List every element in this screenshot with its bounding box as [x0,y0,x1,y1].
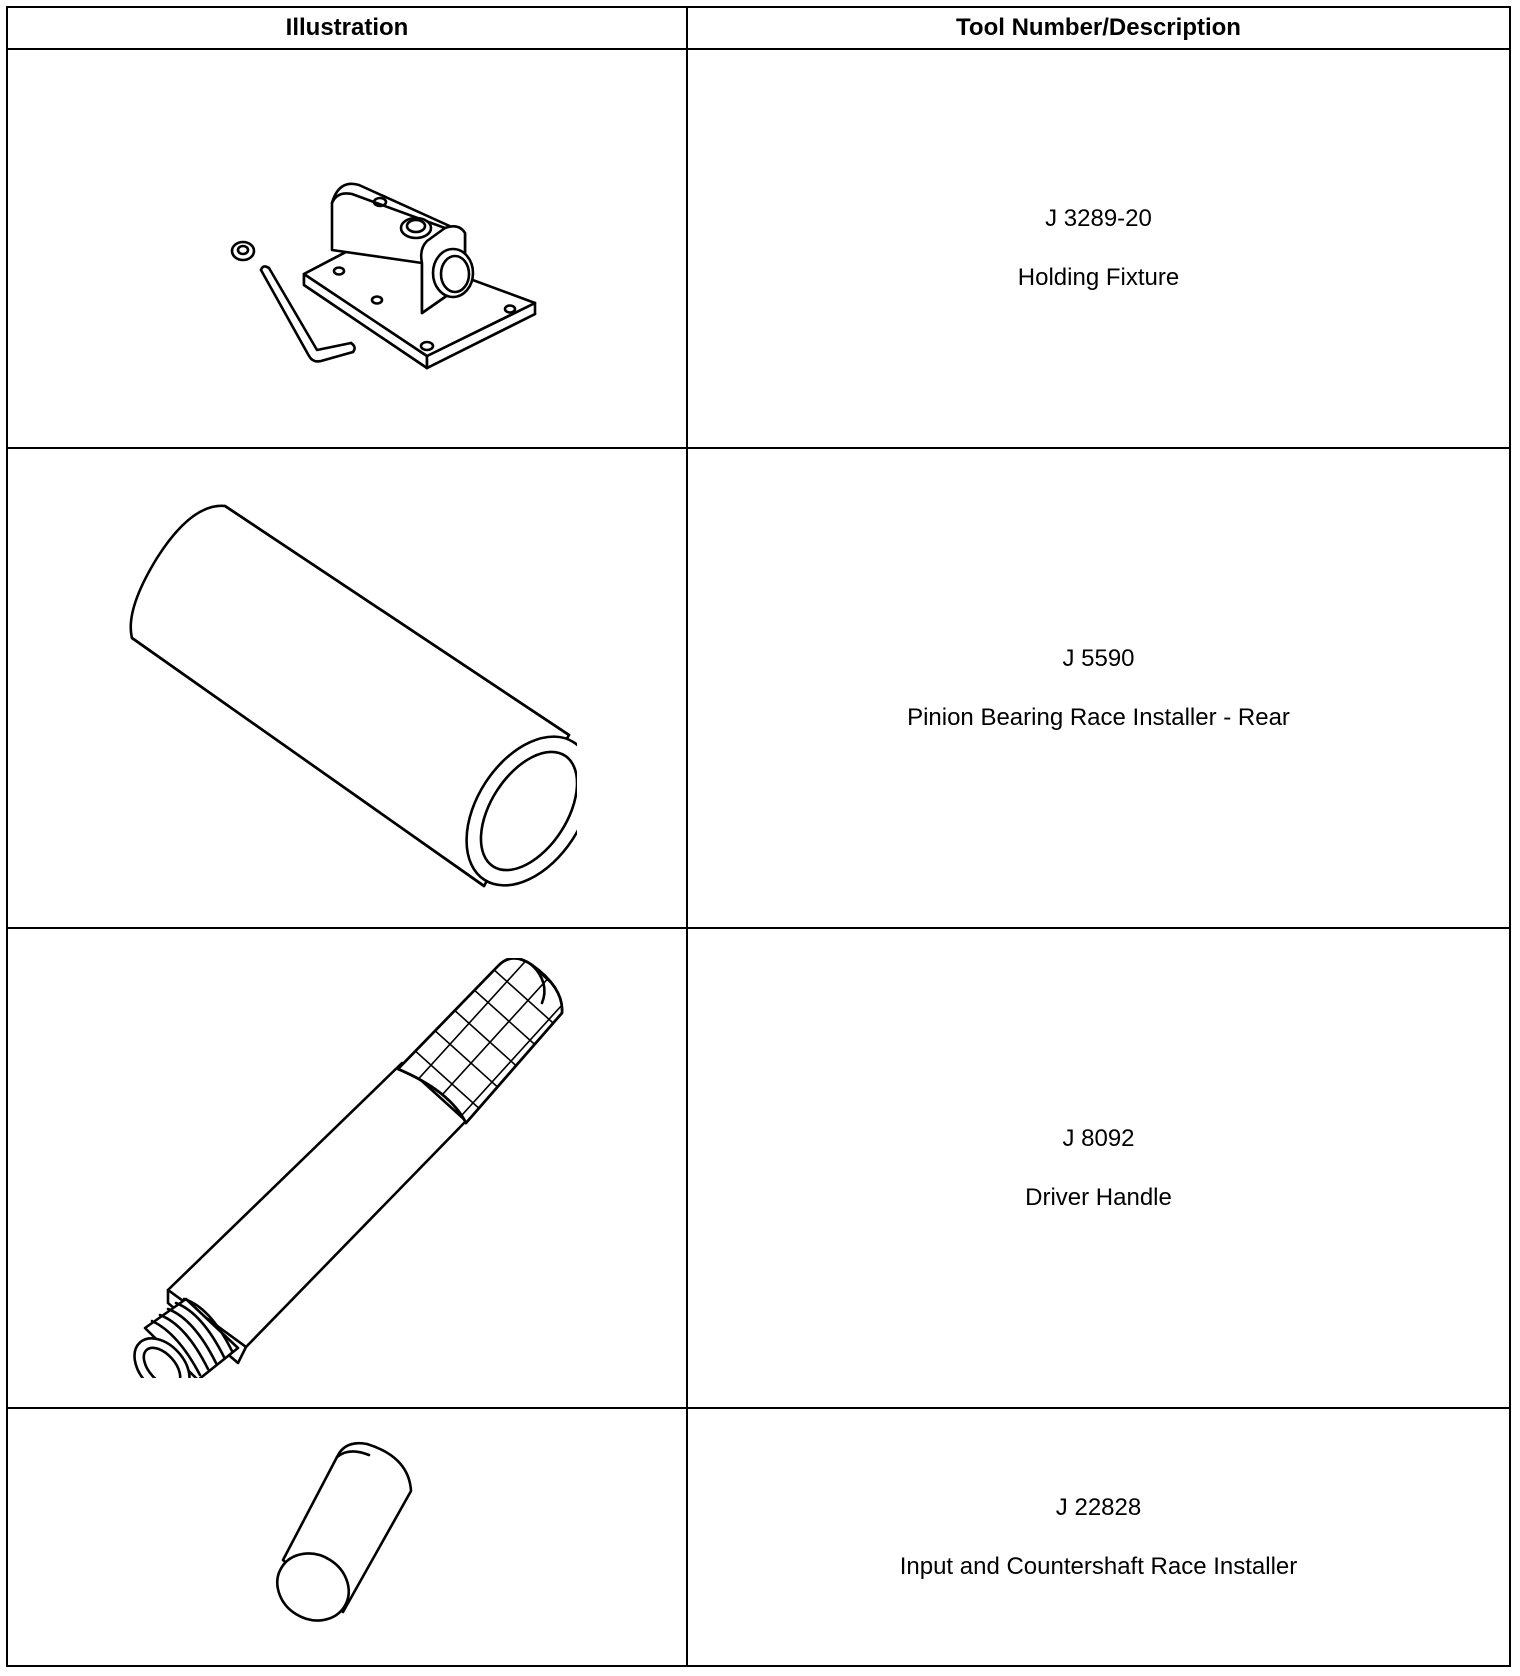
tool-number: J 3289-20 [1045,204,1152,232]
table-row [7,928,1510,1408]
holding-fixture-illustration [147,118,547,378]
description-cell [687,928,1510,1408]
small-race-installer-illustration [257,1437,437,1637]
illustration-cell [7,49,687,448]
race-installer-cylinder-illustration [117,488,577,888]
tool-description: Input and Countershaft Race Installer [899,1552,1298,1580]
table-row [7,1408,1510,1666]
tool-number: J 8092 [1062,1124,1135,1152]
illustration-column-header: Illustration [7,7,687,49]
driver-handle-illustration [127,958,567,1378]
illustration-cell [7,928,687,1408]
illustration-cell [7,1408,687,1666]
header-row [7,7,1510,49]
tool-description: Driver Handle [1025,1183,1172,1211]
tool-description: Pinion Bearing Race Installer - Rear [907,703,1290,731]
description-cell [687,448,1510,928]
tool-description: Holding Fixture [1017,263,1180,291]
description-cell [687,49,1510,448]
tool-number: J 22828 [1055,1493,1142,1521]
table-row [7,49,1510,448]
tool-number: J 5590 [1062,644,1135,672]
tool-description-column-header: Tool Number/Description [687,7,1510,49]
table-row [7,448,1510,928]
special-tools-table [6,6,1511,1667]
description-cell [687,1408,1510,1666]
illustration-cell [7,448,687,928]
